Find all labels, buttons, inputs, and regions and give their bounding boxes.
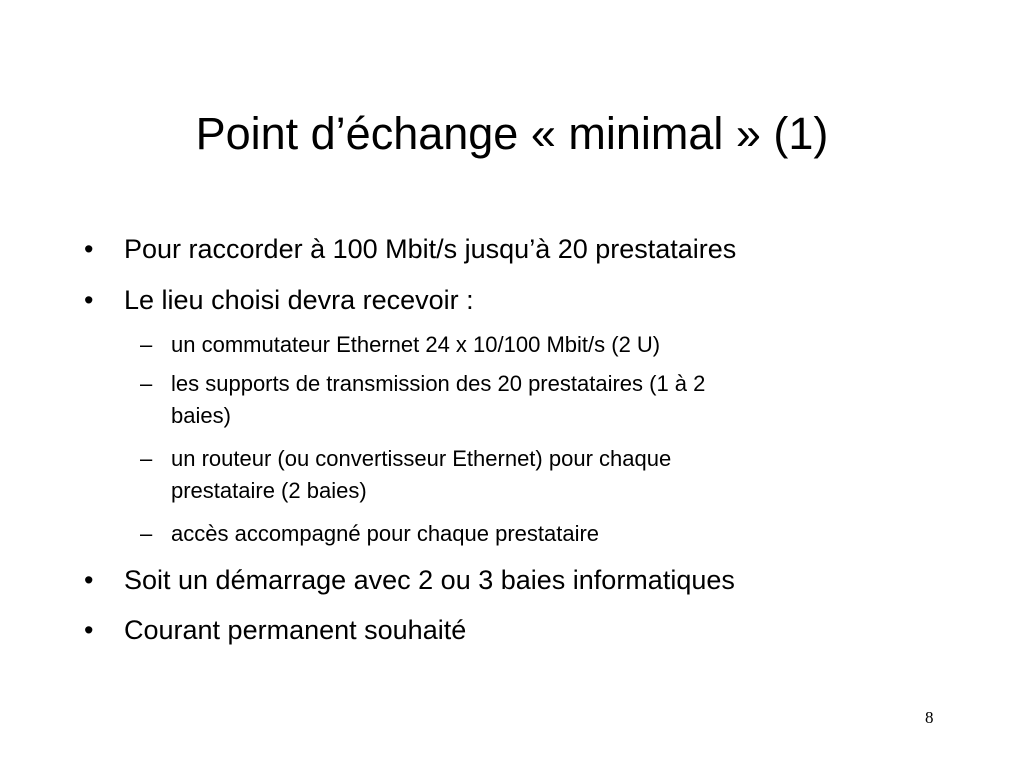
- sub-text-line: un routeur (ou convertisseur Ethernet) pour chaque: [171, 446, 672, 471]
- bullet-text: Soit un démarrage avec 2 ou 3 baies informatiques: [124, 565, 735, 595]
- sub-marker: –: [140, 371, 153, 396]
- sub-marker: –: [140, 521, 153, 546]
- bullet-marker: •: [84, 285, 94, 315]
- sub-text: [171, 368, 871, 432]
- bullet-marker: •: [84, 565, 94, 595]
- bullet-marker: •: [84, 234, 94, 264]
- sub-text: [171, 443, 871, 507]
- sub-text: un commutateur Ethernet 24 x 10/100 Mbit/s (2 U): [171, 332, 661, 357]
- sub-text-line: baies): [171, 403, 231, 428]
- bullet-text: Le lieu choisi devra recevoir :: [124, 285, 474, 315]
- slide-title: Point d’échange « minimal » (1): [195, 108, 829, 159]
- sub-marker: –: [140, 332, 153, 357]
- bullet-marker: •: [84, 615, 94, 645]
- sub-marker: –: [140, 446, 153, 471]
- sub-text-line: prestataire (2 baies): [171, 478, 367, 503]
- sub-text-line: les supports de transmission des 20 prestataires (1 à 2: [171, 371, 706, 396]
- sub-text: accès accompagné pour chaque prestataire: [171, 521, 600, 546]
- page-number: 8: [925, 708, 934, 727]
- bullet-text: Courant permanent souhaité: [124, 615, 467, 645]
- bullet-text: Pour raccorder à 100 Mbit/s jusqu’à 20 prestataires: [124, 234, 737, 264]
